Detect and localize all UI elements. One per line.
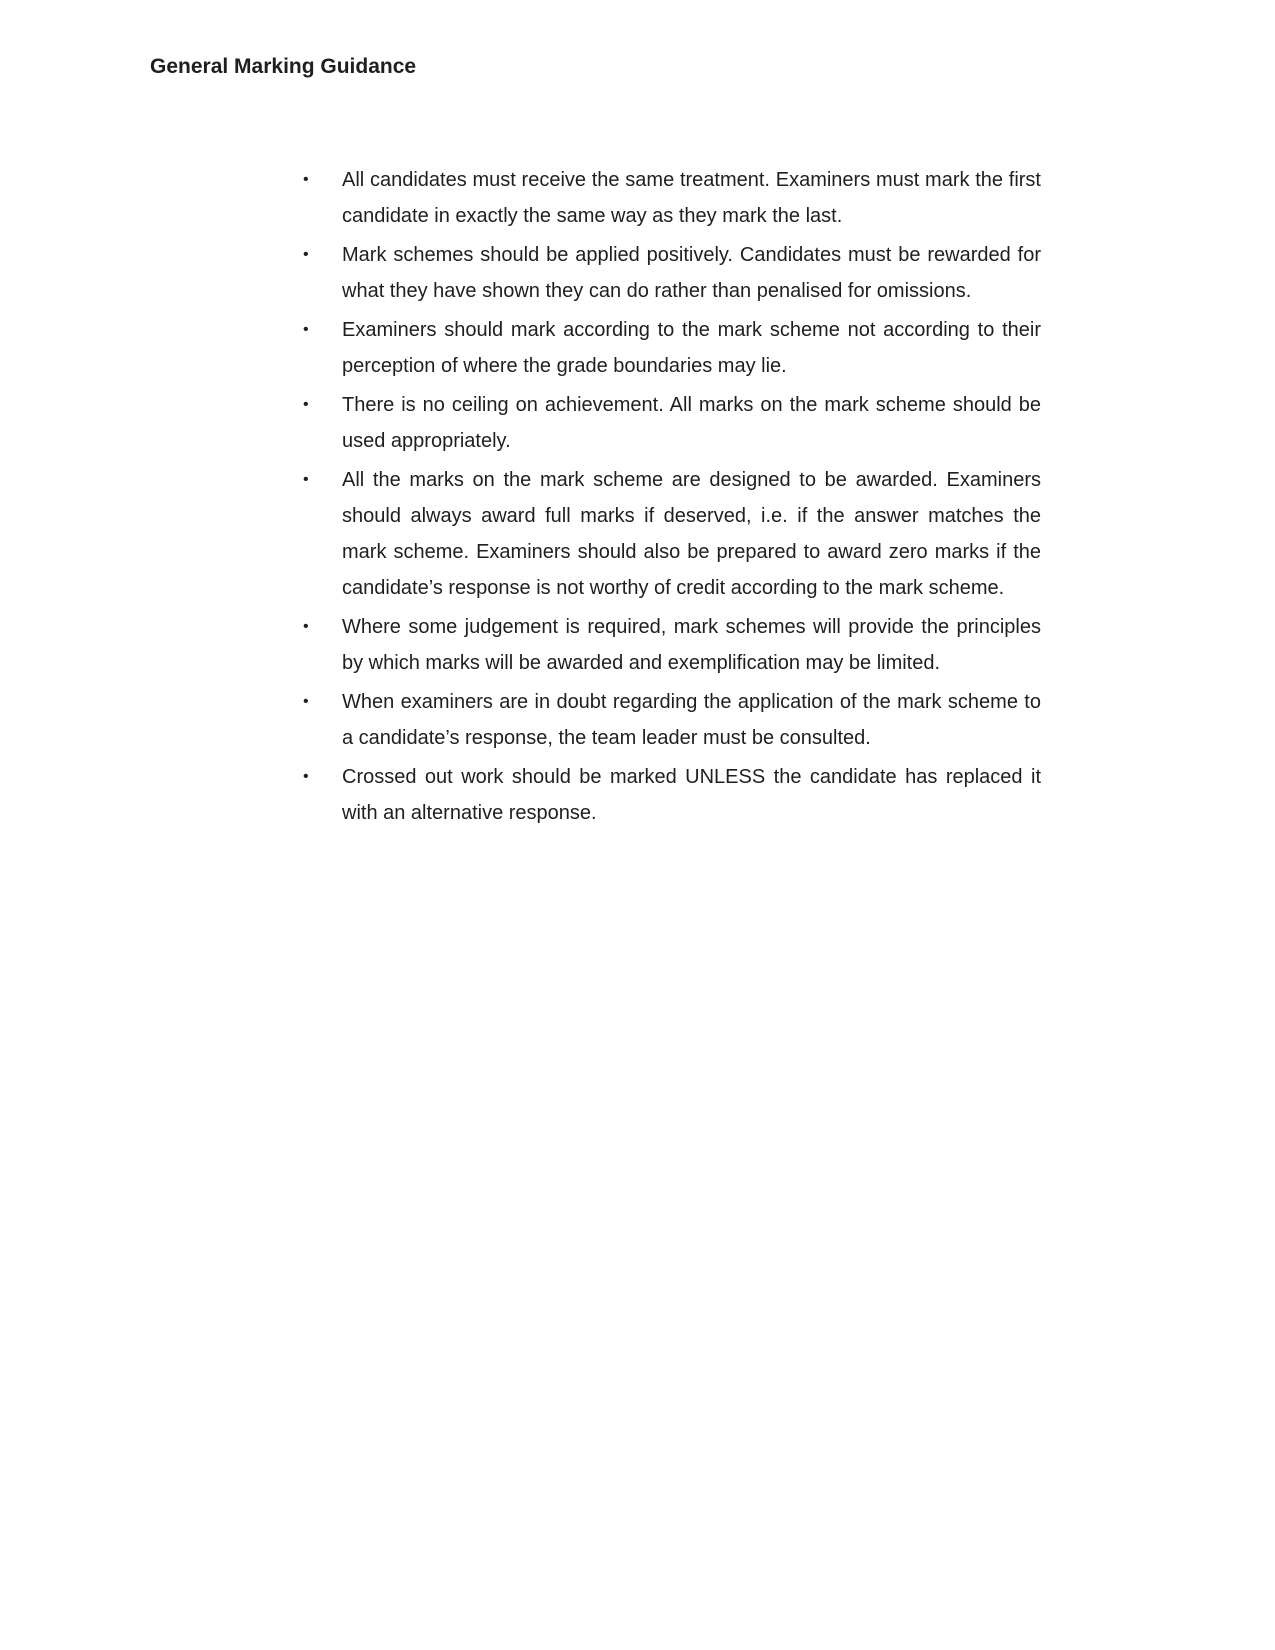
bullet-icon: •: [303, 693, 309, 710]
list-item-text: All the marks on the mark scheme are designed to be awarded. Examiners should always award full marks if deserved, i.e. if the answer matches the mark scheme. Examiners should also be prepared to award zero marks if the candidate’s response is not worthy of credit according to the mark scheme.: [342, 469, 1041, 599]
list-item-text: Examiners should mark according to the mark scheme not according to their perception of where the grade boundaries may lie.: [342, 319, 1041, 377]
bullet-icon: •: [303, 321, 309, 338]
list-item: [303, 759, 1041, 831]
bullet-icon: •: [303, 768, 309, 785]
list-item-text: There is no ceiling on achievement. All marks on the mark scheme should be used appropriately.: [342, 394, 1041, 452]
list-item: [303, 237, 1041, 309]
list-item-text: When examiners are in doubt regarding the application of the mark scheme to a candidate’s response, the team leader must be consulted.: [342, 691, 1041, 749]
list-item: [303, 462, 1041, 606]
list-item: [303, 162, 1041, 234]
bullet-icon: •: [303, 618, 309, 635]
bullet-icon: •: [303, 396, 309, 413]
list-item-text: Mark schemes should be applied positively. Candidates must be rewarded for what they have shown they can do rather than penalised for omissions.: [342, 244, 1041, 302]
list-item-text: Where some judgement is required, mark schemes will provide the principles by which marks will be awarded and exemplification may be limited.: [342, 616, 1041, 674]
bullet-icon: •: [303, 471, 309, 488]
page-title: General Marking Guidance: [150, 55, 417, 78]
list-item: [303, 387, 1041, 459]
list-item: [303, 684, 1041, 756]
list-item-text: Crossed out work should be marked UNLESS the candidate has replaced it with an alternative response.: [342, 766, 1041, 824]
bullet-icon: •: [303, 246, 309, 263]
list-item-text: All candidates must receive the same treatment. Examiners must mark the first candidate in exactly the same way as they mark the last.: [342, 169, 1041, 227]
list-item: [303, 609, 1041, 681]
list-item: [303, 312, 1041, 384]
bullet-icon: •: [303, 171, 309, 188]
guidance-list: [303, 162, 1041, 834]
